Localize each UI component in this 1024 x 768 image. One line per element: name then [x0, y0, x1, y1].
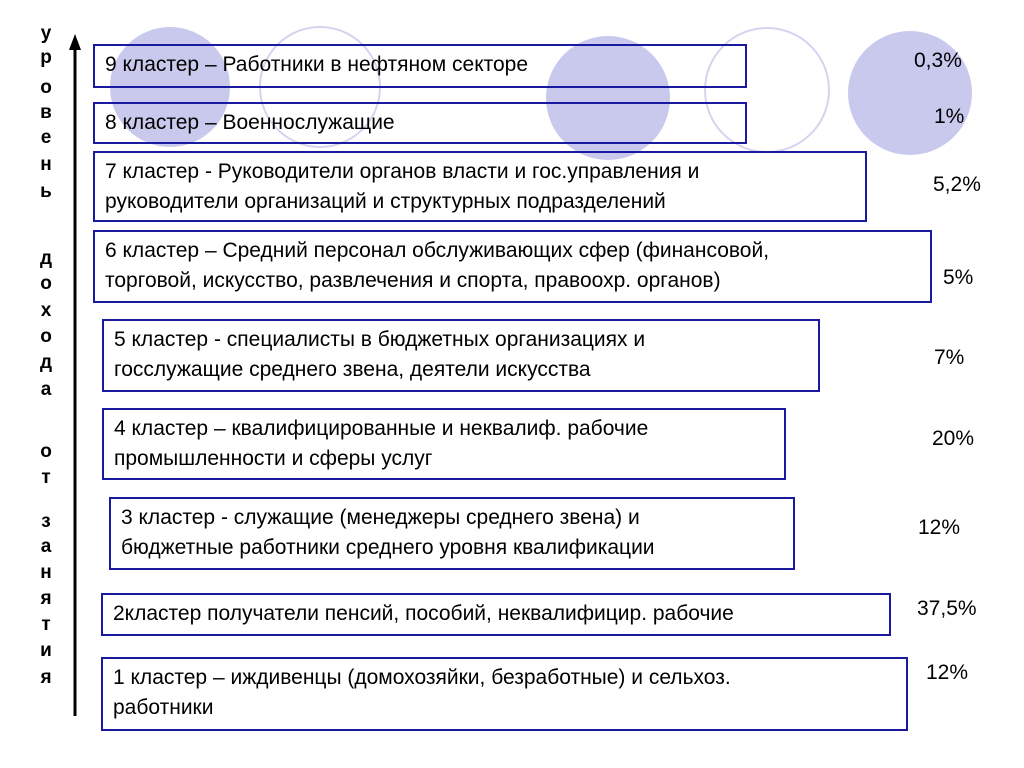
cluster-percent-8: 1%: [934, 105, 965, 128]
axis-label-letter: о: [40, 326, 52, 347]
axis-label-letter: т: [41, 614, 51, 635]
axis-label-letter: у: [40, 23, 52, 44]
cluster-description-line: госслужащие среднего звена, деятели искусства: [114, 358, 591, 381]
cluster-percent-2: 37,5%: [917, 597, 977, 620]
axis-label-letter: и: [40, 640, 52, 661]
axis-label-letter: в: [40, 102, 52, 123]
cluster-description-line: бюджетные работники среднего уровня квалификации: [121, 536, 655, 559]
cluster-percent-7: 5,2%: [933, 173, 981, 196]
cluster-percent-1: 12%: [926, 661, 969, 684]
axis-label-letter: д: [39, 352, 53, 373]
axis-label-letter: т: [41, 467, 51, 488]
cluster-percent-3: 12%: [918, 516, 961, 539]
cluster-description-line: торговой, искусство, развлечения и спорта, правоохр. органов): [105, 269, 721, 292]
cluster-description-line: 8 кластер – Военнослужащие: [105, 111, 395, 134]
cluster-description-line: 9 кластер – Работники в нефтяном секторе: [105, 53, 529, 76]
cluster-box-7: [93, 151, 867, 222]
axis-label-letter: е: [40, 127, 52, 148]
cluster-box-3: [109, 497, 795, 570]
cluster-percent-9: 0,3%: [914, 49, 962, 72]
cluster-description-line: 5 кластер - специалисты в бюджетных организациях и: [114, 328, 646, 351]
axis-label-letter: о: [40, 77, 52, 98]
cluster-box-4: [102, 408, 786, 480]
axis-label-letter: ь: [40, 181, 52, 202]
axis-label-letter: з: [41, 511, 51, 532]
cluster-description-line: 2кластер получатели пенсий, пособий, неквалифицир. рабочие: [113, 602, 734, 625]
axis-label-letter: н: [40, 562, 52, 583]
cluster-box-5: [102, 319, 820, 392]
axis-label-letter: а: [40, 379, 52, 400]
cluster-box-2: [101, 593, 891, 636]
cluster-description-line: 1 кластер – иждивенцы (домохозяйки, безработные) и сельхоз.: [113, 666, 731, 689]
axis-label-letter: о: [40, 273, 52, 294]
cluster-percent-4: 20%: [932, 427, 975, 450]
cluster-box-1: [101, 657, 908, 731]
axis-arrowhead: [69, 34, 81, 50]
cluster-description-line: промышленности и сферы услуг: [114, 447, 433, 470]
cluster-percent-6: 5%: [943, 266, 974, 289]
axis-label-letter: д: [39, 248, 53, 269]
axis-label-letter: а: [40, 536, 52, 557]
cluster-box-9: [93, 44, 747, 88]
axis-label-letter: я: [40, 667, 52, 688]
axis-label-letter: о: [40, 441, 52, 462]
axis-label-letter: я: [40, 588, 52, 609]
cluster-description-line: 4 кластер – квалифицированные и неквалиф. рабочие: [114, 417, 649, 440]
cluster-box-6: [93, 230, 932, 303]
cluster-box-8: [93, 102, 747, 144]
cluster-description-line: 6 кластер – Средний персонал обслуживающих сфер (финансовой,: [105, 239, 770, 262]
axis-label-letter: х: [40, 300, 52, 321]
cluster-description-line: работники: [113, 696, 214, 719]
cluster-percent-5: 7%: [934, 346, 965, 369]
cluster-description-line: 3 кластер - служащие (менеджеры среднего звена) и: [121, 506, 640, 529]
cluster-description-line: 7 кластер - Руководители органов власти и гос.управления и: [105, 160, 700, 183]
cluster-description-line: руководители организаций и структурных подразделений: [105, 190, 666, 213]
axis-label-letter: р: [40, 47, 52, 68]
axis-label-letter: н: [40, 154, 52, 175]
